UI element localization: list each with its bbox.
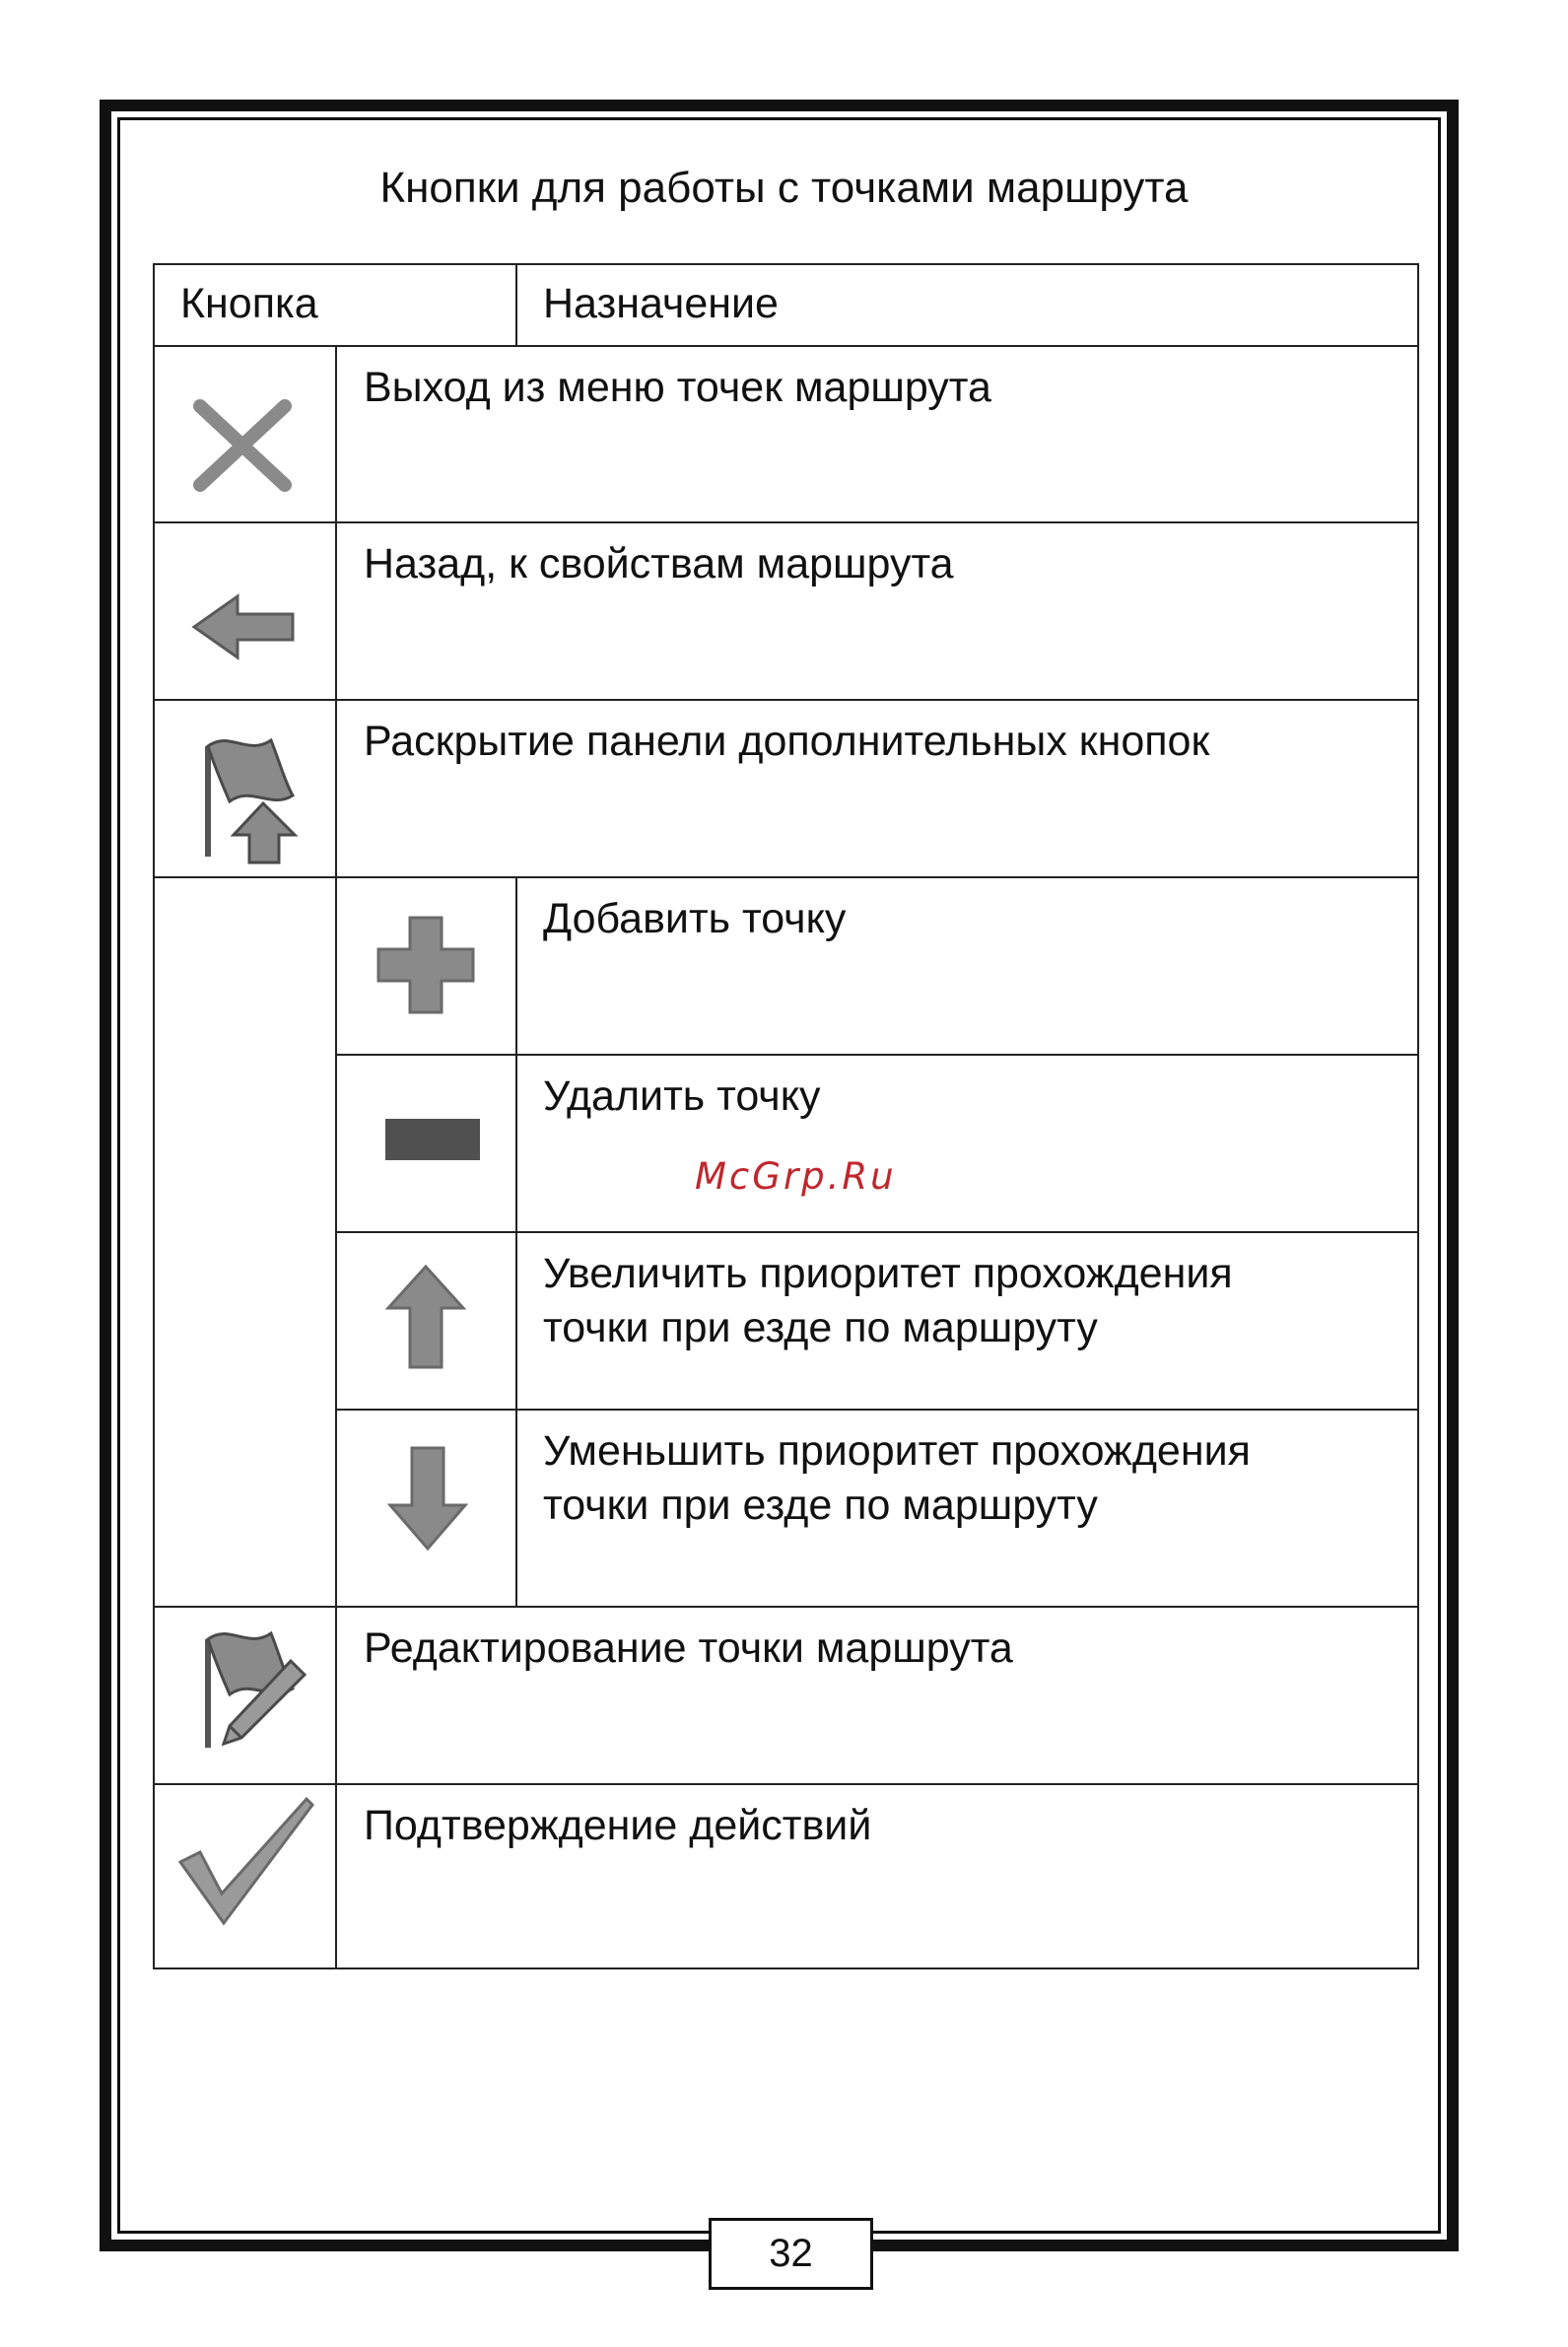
flag-expand-icon: [194, 726, 303, 864]
checkmark-icon: [176, 1791, 314, 1929]
row-text: Редактирование точки маршрута: [364, 1624, 1013, 1672]
arrow-up-icon: [384, 1263, 467, 1371]
minus-icon: [383, 1117, 482, 1162]
row-text: Удалить точку: [543, 1072, 821, 1120]
merged-empty-cell: [155, 876, 335, 1606]
plus-icon: [375, 914, 477, 1016]
header-cell-button: [155, 265, 515, 345]
page-title: Кнопки для работы с точками маршрута: [379, 164, 1189, 212]
table-row: [515, 1231, 1419, 1409]
flag-edit-icon: [194, 1622, 312, 1760]
header-button-label: Кнопка: [180, 280, 318, 327]
header-cell-purpose: [515, 265, 1419, 345]
row-text: Уменьшить приоритет прохождения точки при езде по маршруту: [543, 1427, 1251, 1529]
table-row-icon-cell: [155, 699, 335, 876]
row-text: Добавить точку: [543, 895, 847, 942]
table-row-icon-cell: [155, 1783, 335, 1969]
table-row: [335, 699, 1419, 876]
row-text: Подтверждение действий: [364, 1802, 872, 1849]
table-row: [515, 876, 1419, 1054]
back-arrow-icon: [190, 592, 299, 661]
buttons-table: [153, 263, 1419, 1969]
table-row: [335, 1783, 1419, 1969]
table-row-icon-cell: [335, 1054, 515, 1231]
table-row-icon-cell: [335, 1409, 515, 1606]
table-row: [335, 345, 1419, 521]
row-text: Выход из меню точек маршрута: [364, 364, 991, 411]
table-row: [515, 1054, 1419, 1231]
table-row-icon-cell: [155, 1606, 335, 1783]
table-row-icon-cell: [335, 1231, 515, 1409]
table-row-icon-cell: [335, 876, 515, 1054]
row-text: Раскрытие панели дополнительных кнопок: [364, 718, 1210, 765]
table-row: [335, 1606, 1419, 1783]
page-number: 32: [709, 2218, 873, 2290]
table-row: [515, 1409, 1419, 1606]
table-row: [335, 521, 1419, 699]
row-text: Назад, к свойствам маршрута: [364, 540, 954, 587]
header-purpose-label: Назначение: [543, 280, 779, 327]
close-x-icon: [188, 396, 297, 495]
row-text: Увеличить приоритет прохождения точки при езде по маршруту: [543, 1250, 1233, 1351]
watermark-text: McGrp.Ru: [695, 1155, 897, 1198]
arrow-down-icon: [386, 1444, 469, 1553]
table-row-icon-cell: [155, 521, 335, 699]
table-row-icon-cell: [155, 345, 335, 521]
